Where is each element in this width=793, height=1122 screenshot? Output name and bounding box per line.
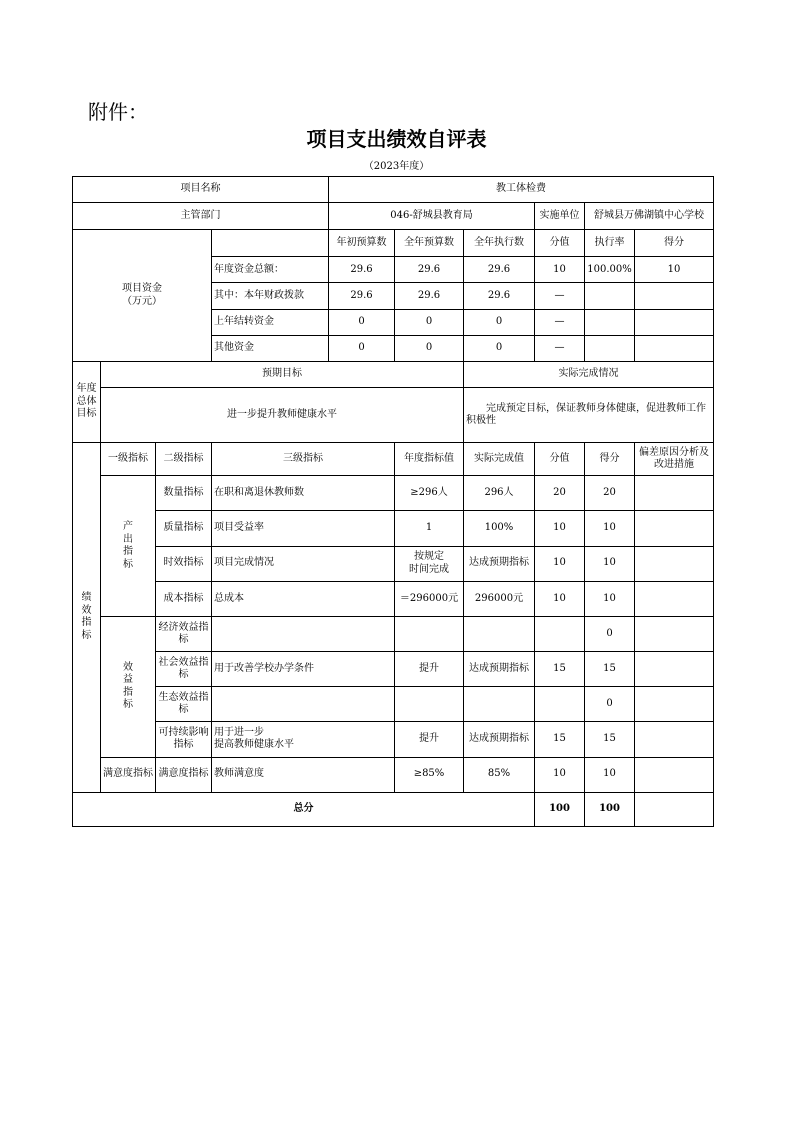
actual-value bbox=[464, 687, 535, 722]
level2-indicator: 质量指标 bbox=[156, 511, 212, 546]
indicator-score: 20 bbox=[585, 476, 635, 511]
funds-annual: 29.6 bbox=[395, 283, 464, 309]
ind-header: 二级指标 bbox=[156, 443, 212, 476]
level2-indicator: 时效指标 bbox=[156, 546, 212, 581]
actual-value bbox=[464, 616, 535, 651]
ind-header: 得分 bbox=[585, 443, 635, 476]
funds-rate bbox=[585, 309, 635, 335]
indicator-score-value: 20 bbox=[535, 476, 585, 511]
funds-initial: 0 bbox=[329, 335, 395, 361]
funds-score-value: — bbox=[535, 309, 585, 335]
funds-row-label: 其中：本年财政拨款 bbox=[212, 283, 329, 309]
funds-rate bbox=[585, 283, 635, 309]
actual-value: 达成预期指标 bbox=[464, 546, 535, 581]
funds-header: 全年执行数 bbox=[464, 230, 535, 257]
target-value: 按规定 时间完成 bbox=[395, 546, 464, 581]
ind-header: 偏差原因分析及改进措施 bbox=[635, 443, 714, 476]
funds-row-label: 年度资金总额： bbox=[212, 257, 329, 283]
benefit-group-label: 效益指标 bbox=[101, 616, 156, 757]
funds-label: 项目资金 （万元） bbox=[73, 230, 212, 362]
actual-value: 100% bbox=[464, 511, 535, 546]
funds-header: 得分 bbox=[635, 230, 714, 257]
indicator-score-value: 15 bbox=[535, 652, 585, 687]
report-year: （2023年度） bbox=[363, 161, 430, 172]
target-value: 1 bbox=[395, 511, 464, 546]
project-name-label: 项目名称 bbox=[73, 177, 329, 203]
target-value bbox=[395, 616, 464, 651]
actual-value: 296人 bbox=[464, 476, 535, 511]
project-name-value: 教工体检费 bbox=[329, 177, 714, 203]
goals-expected: 进一步提升教师健康水平 bbox=[101, 387, 464, 442]
funds-rate: 100.00% bbox=[585, 257, 635, 283]
level2-indicator: 数量指标 bbox=[156, 476, 212, 511]
funds-header-blank bbox=[212, 230, 329, 257]
page-title: 项目支出绩效自评表 bbox=[306, 127, 487, 151]
deviation-note bbox=[635, 616, 714, 651]
output-group-label: 产出指标 bbox=[101, 476, 156, 617]
deviation-note bbox=[635, 476, 714, 511]
funds-score: 10 bbox=[635, 257, 714, 283]
indicator-score: 0 bbox=[585, 616, 635, 651]
goals-label: 年度总体目标 bbox=[73, 361, 101, 442]
indicator-score: 10 bbox=[585, 546, 635, 581]
funds-score-value: — bbox=[535, 335, 585, 361]
ind-header: 一级指标 bbox=[101, 443, 156, 476]
total-score: 100 bbox=[585, 792, 635, 826]
total-score-value: 100 bbox=[535, 792, 585, 826]
level2-indicator: 满意度指标 bbox=[156, 757, 212, 792]
funds-score bbox=[635, 309, 714, 335]
funds-executed: 29.6 bbox=[464, 283, 535, 309]
funds-header: 年初预算数 bbox=[329, 230, 395, 257]
dept-label: 主管部门 bbox=[73, 203, 329, 230]
target-value: 提升 bbox=[395, 722, 464, 757]
deviation-note bbox=[635, 722, 714, 757]
unit-label: 实施单位 bbox=[535, 203, 585, 230]
ind-header: 年度指标值 bbox=[395, 443, 464, 476]
indicator-score-value bbox=[535, 687, 585, 722]
deviation-note bbox=[635, 687, 714, 722]
funds-header: 全年预算数 bbox=[395, 230, 464, 257]
level2-indicator: 成本指标 bbox=[156, 581, 212, 616]
level3-indicator: 总成本 bbox=[212, 581, 395, 616]
funds-executed: 0 bbox=[464, 335, 535, 361]
funds-header: 分值 bbox=[535, 230, 585, 257]
indicator-score: 0 bbox=[585, 687, 635, 722]
level3-indicator bbox=[212, 687, 395, 722]
indicator-score-value: 10 bbox=[535, 546, 585, 581]
target-value: ≥296人 bbox=[395, 476, 464, 511]
funds-row-label: 上年结转资金 bbox=[212, 309, 329, 335]
funds-annual: 29.6 bbox=[395, 257, 464, 283]
deviation-note bbox=[635, 511, 714, 546]
total-label: 总分 bbox=[73, 792, 535, 826]
goals-actual: 完成预定目标，保证教师身体健康，促进教师工作积极性 bbox=[464, 387, 714, 442]
level3-indicator: 用于进一步 提高教师健康水平 bbox=[212, 722, 395, 757]
goals-expected-header: 预期目标 bbox=[101, 361, 464, 387]
indicator-score-value: 10 bbox=[535, 757, 585, 792]
indicator-score: 10 bbox=[585, 511, 635, 546]
level2-indicator: 经济效益指标 bbox=[156, 616, 212, 651]
indicator-score-value bbox=[535, 616, 585, 651]
funds-annual: 0 bbox=[395, 309, 464, 335]
funds-score-value: — bbox=[535, 283, 585, 309]
deviation-note bbox=[635, 757, 714, 792]
target-value: 提升 bbox=[395, 652, 464, 687]
deviation-note bbox=[635, 581, 714, 616]
deviation-note bbox=[635, 546, 714, 581]
target-value: ＝296000元 bbox=[395, 581, 464, 616]
funds-initial: 29.6 bbox=[329, 283, 395, 309]
funds-initial: 29.6 bbox=[329, 257, 395, 283]
indicator-score-value: 10 bbox=[535, 581, 585, 616]
funds-executed: 0 bbox=[464, 309, 535, 335]
attachment-label: 附件： bbox=[88, 100, 148, 124]
funds-header: 执行率 bbox=[585, 230, 635, 257]
deviation-note bbox=[635, 652, 714, 687]
funds-score bbox=[635, 335, 714, 361]
actual-value: 85% bbox=[464, 757, 535, 792]
actual-value: 达成预期指标 bbox=[464, 652, 535, 687]
indicator-score: 10 bbox=[585, 581, 635, 616]
total-note-blank bbox=[635, 792, 714, 826]
level3-indicator: 教师满意度 bbox=[212, 757, 395, 792]
ind-header: 分值 bbox=[535, 443, 585, 476]
level3-indicator bbox=[212, 616, 395, 651]
satisfaction-group-label: 满意度指标 bbox=[101, 757, 156, 792]
funds-score bbox=[635, 283, 714, 309]
funds-row-label: 其他资金 bbox=[212, 335, 329, 361]
level2-indicator: 生态效益指标 bbox=[156, 687, 212, 722]
goals-actual-header: 实际完成情况 bbox=[464, 361, 714, 387]
target-value: ≥85% bbox=[395, 757, 464, 792]
actual-value: 达成预期指标 bbox=[464, 722, 535, 757]
funds-rate bbox=[585, 335, 635, 361]
indicators-label: 绩效指标 bbox=[73, 443, 101, 793]
funds-executed: 29.6 bbox=[464, 257, 535, 283]
level3-indicator: 在职和离退休教师数 bbox=[212, 476, 395, 511]
actual-value: 296000元 bbox=[464, 581, 535, 616]
unit-value: 舒城县万佛湖镇中心学校 bbox=[585, 203, 714, 230]
indicator-score: 15 bbox=[585, 722, 635, 757]
self-evaluation-table bbox=[72, 176, 714, 827]
level2-indicator: 可持续影响指标 bbox=[156, 722, 212, 757]
ind-header: 实际完成值 bbox=[464, 443, 535, 476]
level3-indicator: 用于改善学校办学条件 bbox=[212, 652, 395, 687]
ind-header: 三级指标 bbox=[212, 443, 395, 476]
indicator-score-value: 10 bbox=[535, 511, 585, 546]
funds-annual: 0 bbox=[395, 335, 464, 361]
level2-indicator: 社会效益指标 bbox=[156, 652, 212, 687]
target-value bbox=[395, 687, 464, 722]
funds-initial: 0 bbox=[329, 309, 395, 335]
indicator-score-value: 15 bbox=[535, 722, 585, 757]
dept-value: 046-舒城县教育局 bbox=[329, 203, 535, 230]
level3-indicator: 项目受益率 bbox=[212, 511, 395, 546]
indicator-score: 15 bbox=[585, 652, 635, 687]
indicator-score: 10 bbox=[585, 757, 635, 792]
funds-score-value: 10 bbox=[535, 257, 585, 283]
level3-indicator: 项目完成情况 bbox=[212, 546, 395, 581]
